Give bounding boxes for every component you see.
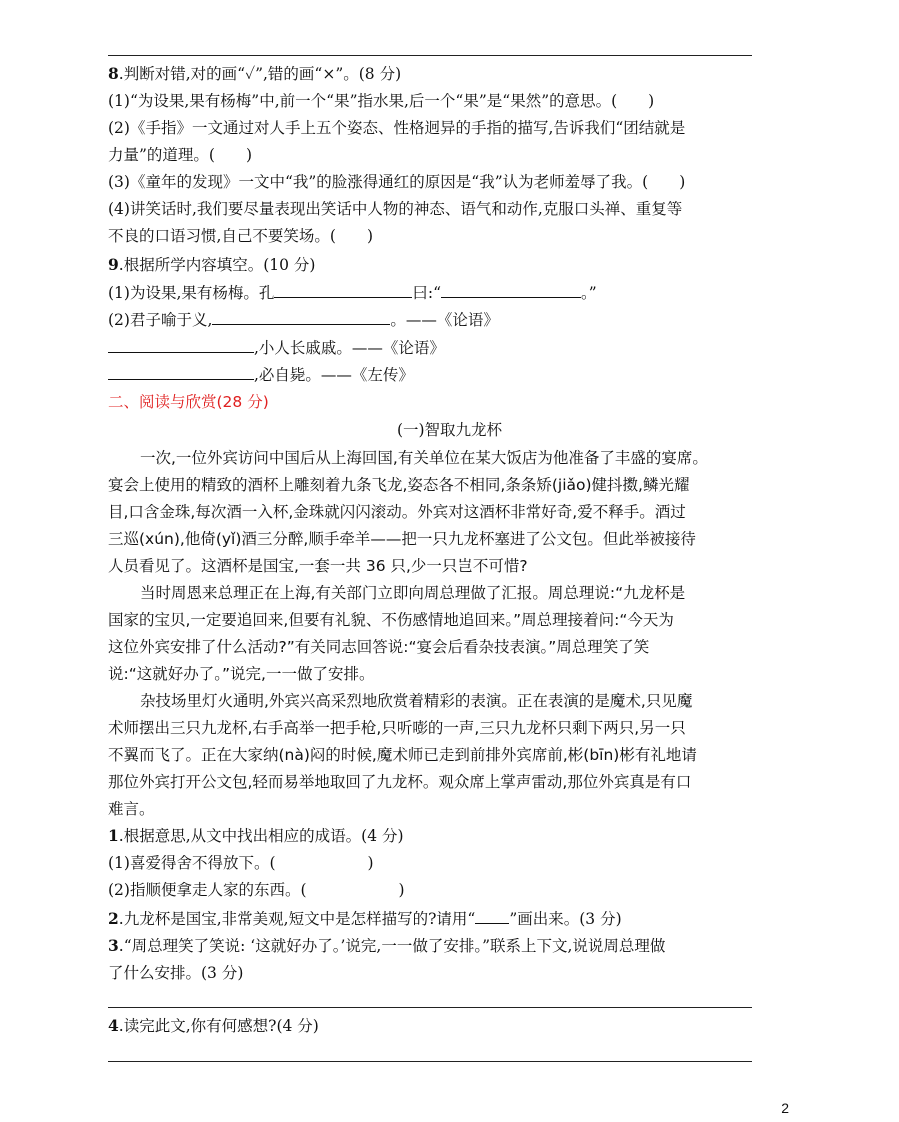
passage-line: 当时周恩来总理正在上海,有关部门立即向周总理做了汇报。周总理说:“九龙杯是: [140, 584, 686, 602]
answer-line: [108, 55, 752, 56]
q8-item-2-cont: 力量”的道理。( ): [108, 146, 253, 164]
passage-line: 难言。: [108, 800, 155, 818]
passage-line: 杂技场里灯火通明,外宾兴高采烈地欣赏着精彩的表演。正在表演的是魔术,只见魔: [140, 692, 693, 710]
passage-line: 一次,一位外宾访问中国后从上海回国,有关单位在某大饭店为他准备了丰盛的宴席。: [140, 449, 708, 467]
passage-line: 不翼而飞了。正在大家纳(nà)闷的时候,魔术师已走到前排外宾席前,彬(bīn)彬有礼地请: [108, 746, 697, 764]
answer-line[interactable]: [108, 1007, 752, 1008]
q9-item-2: (2)君子喻于义, 。——《论语》: [108, 311, 499, 329]
q8-item-3: (3)《童年的发现》一文中“我”的脸涨得通红的原因是“我”认为老师羞辱了我。( ): [108, 173, 686, 191]
fill-blank[interactable]: [108, 364, 254, 380]
q9-item-4: ,必自毙。——《左传》: [108, 364, 798, 385]
passage-line: 三巡(xún),他倚(yǐ)酒三分醉,顺手牵羊——把一只九龙杯塞进了公文包。但此举被接待: [108, 530, 696, 548]
answer-line[interactable]: [108, 1061, 752, 1062]
fill-blank[interactable]: [108, 337, 254, 353]
passage-line: 国家的宝贝,一定要追回来,但要有礼貌、不伤感情地追回来。”周总理接着问:“今天为: [108, 611, 674, 629]
r1-item-2: (2)指顺便拿走人家的东西。( ): [108, 881, 405, 899]
reading-question-1: 1.根据意思,从文中找出相应的成语。(4 分): [108, 826, 404, 845]
passage-line: 人员看见了。这酒杯是国宝,一套一共 36 只,少一只岂不可惜?: [108, 557, 528, 575]
r3-cont: 了什么安排。(3 分): [108, 964, 244, 982]
q9-item-1: (1)为设果,果有杨梅。孔 曰:“ 。”: [108, 284, 597, 302]
q8-item-4-cont: 不良的口语习惯,自己不要笑场。( ): [108, 227, 374, 245]
r1-item-1: (1)喜爱得舍不得放下。( ): [108, 854, 374, 872]
q8-item-4: (4)讲笑话时,我们要尽量表现出笑话中人物的神态、语气和动作,克服口头禅、重复等: [108, 200, 683, 218]
q8-item-2: (2)《手指》一文通过对人手上五个姿态、性格迥异的手指的描写,告诉我们“团结就是: [108, 119, 686, 137]
reading-question-2: 2.九龙杯是国宝,非常美观,短文中是怎样描写的?请用“ ”画出来。(3 分): [108, 909, 622, 928]
question-9-title: 9.根据所学内容填空。(10 分): [108, 255, 316, 274]
underline-mark: [475, 908, 509, 924]
question-8-title: 8.判断对错,对的画“✓”,错的画“×”。(8 分): [108, 64, 402, 83]
passage-line: 说:“这就好办了。”说完,一一做了安排。: [108, 665, 375, 683]
q8-item-1: (1)“为设果,果有杨梅”中,前一个“果”指水果,后一个“果”是“果然”的意思。( ): [108, 92, 655, 110]
passage-title: (一)智取九龙杯: [396, 421, 503, 439]
q9-item-3: ,小人长戚戚。——《论语》: [108, 337, 798, 358]
page-number: 2: [781, 1100, 789, 1116]
reading-question-4: 4.读完此文,你有何感想?(4 分): [108, 1016, 319, 1035]
section-heading: 二、阅读与欣赏(28 分): [108, 393, 269, 411]
passage-line: 那位外宾打开公文包,轻而易举地取回了九龙杯。观众席上掌声雷动,那位外宾真是有口: [108, 773, 692, 791]
passage-line: 目,口含金珠,每次酒一入杯,金珠就闪闪滚动。外宾对这酒杯非常好奇,爱不释手。酒过: [108, 503, 686, 521]
fill-blank[interactable]: [212, 309, 390, 325]
fill-blank[interactable]: [441, 282, 581, 298]
passage-line: 这位外宾安排了什么活动?”有关同志回答说:“宴会后看杂技表演。”周总理笑了笑: [108, 638, 650, 656]
passage-line: 术师摆出三只九龙杯,右手高举一把手枪,只听嘭的一声,三只九龙杯只剩下两只,另一只: [108, 719, 686, 737]
passage-line: 宴会上使用的精致的酒杯上雕刻着九条飞龙,姿态各不相同,条条矫(jiǎo)健抖擞,鳞光耀: [108, 476, 690, 494]
reading-question-3: 3.“周总理笑了笑说: ‘这就好办了。’说完,一一做了安排。”联系上下文,说说周总理做: [108, 936, 666, 955]
fill-blank[interactable]: [274, 282, 412, 298]
